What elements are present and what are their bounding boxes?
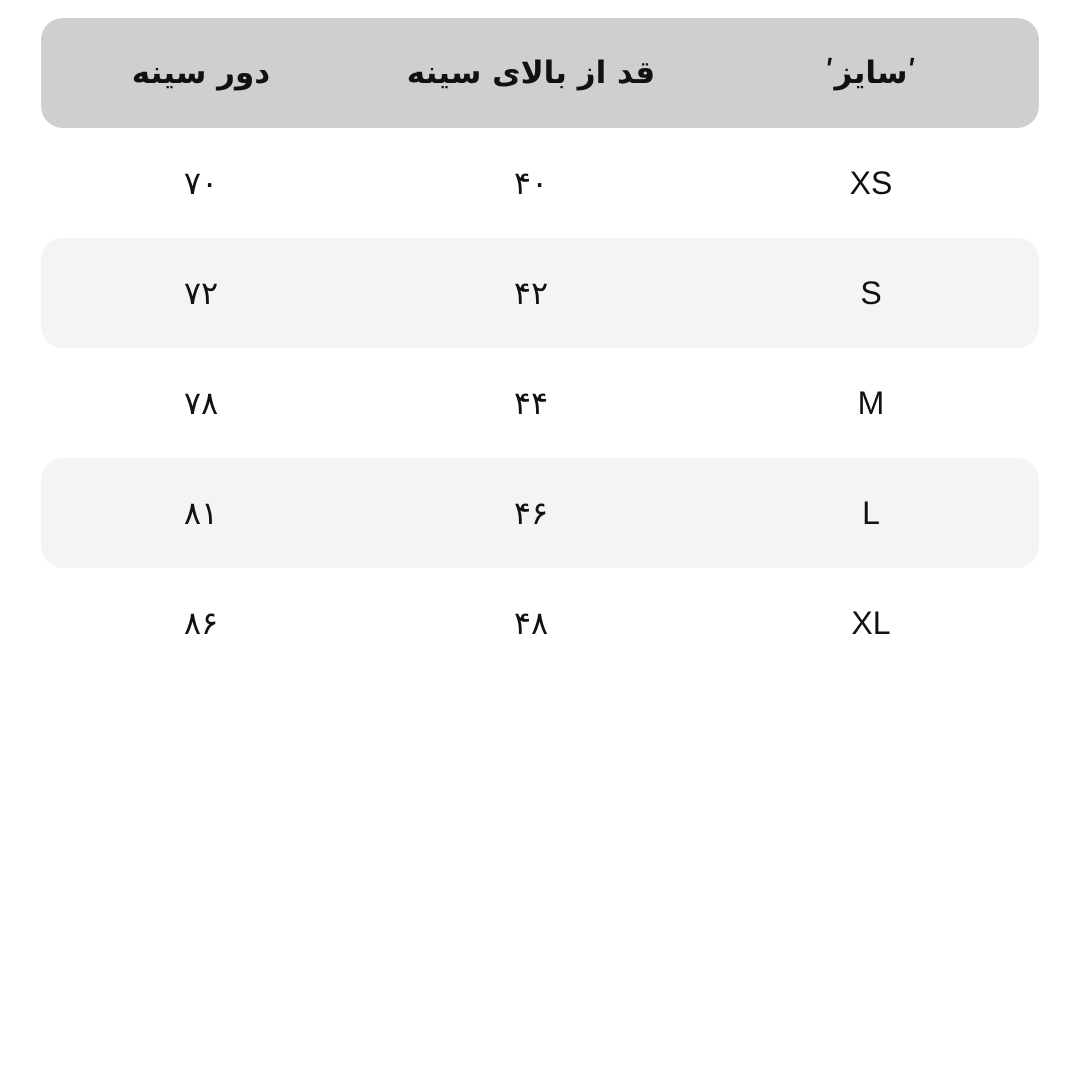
chest-circumference-cell: ۷۸ bbox=[183, 384, 219, 422]
header-height-above-chest: قد از بالای سینه bbox=[406, 55, 656, 91]
table-row bbox=[41, 238, 1039, 348]
table-row bbox=[41, 348, 1039, 458]
chest-circumference-cell: ۷۰ bbox=[183, 164, 219, 202]
table-row bbox=[41, 568, 1039, 678]
chest-circumference-cell: ۸۱ bbox=[183, 494, 219, 532]
size-cell: S bbox=[860, 274, 882, 311]
height-above-chest-cell: ۴۰ bbox=[513, 164, 549, 202]
header-size: ʹسایزʹ bbox=[825, 55, 917, 91]
size-cell: L bbox=[862, 494, 880, 531]
table-row bbox=[41, 458, 1039, 568]
chest-circumference-cell: ۷۲ bbox=[183, 274, 219, 312]
size-cell: M bbox=[857, 384, 885, 421]
size-cell: XS bbox=[849, 164, 893, 201]
table-row bbox=[41, 128, 1039, 238]
height-above-chest-cell: ۴۴ bbox=[513, 384, 549, 422]
height-above-chest-cell: ۴۶ bbox=[513, 494, 549, 532]
size-table bbox=[41, 18, 1039, 678]
table-header bbox=[41, 18, 1039, 128]
header-chest-circumference: دور سینه bbox=[131, 55, 271, 91]
height-above-chest-cell: ۴۲ bbox=[513, 274, 549, 312]
chest-circumference-cell: ۸۶ bbox=[183, 604, 219, 642]
size-cell: XL bbox=[851, 604, 891, 641]
height-above-chest-cell: ۴۸ bbox=[513, 604, 549, 642]
